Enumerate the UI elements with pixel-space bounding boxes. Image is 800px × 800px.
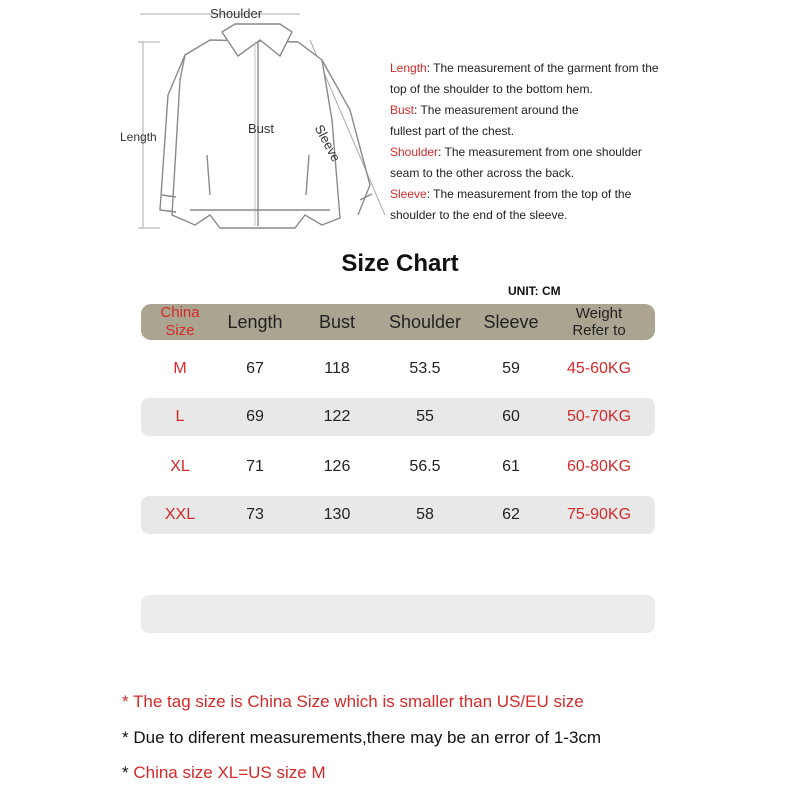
note-tag-size: * The tag size is China Size which is smaller than US/EU size — [122, 692, 584, 711]
length-label: Length — [120, 130, 157, 144]
table-row — [141, 448, 655, 486]
weight-cell: 45-60KG — [566, 360, 632, 377]
definition-shoulder: Shoulder: The measurement from one shoulder — [390, 145, 642, 159]
table-row — [141, 350, 655, 388]
length-cell: 69 — [246, 408, 264, 425]
header-weight: Weight Refer to — [572, 305, 626, 339]
shoulder-cell: 56.5 — [409, 458, 441, 475]
shoulder-cell: 55 — [416, 408, 434, 425]
shoulder-label: Shoulder — [210, 6, 263, 21]
bust-cell: 130 — [323, 506, 351, 523]
length-cell: 73 — [246, 506, 264, 523]
length-cell: 71 — [246, 458, 264, 475]
size-chart-title: Size Chart — [341, 250, 459, 277]
weight-cell: 50-70KG — [566, 408, 632, 425]
header-shoulder: Shoulder — [388, 311, 462, 332]
shoulder-cell: 58 — [416, 506, 434, 523]
weight-cell: 75-90KG — [566, 506, 632, 523]
definition-sleeve: Sleeve: The measurement from the top of the — [390, 187, 632, 201]
shoulder-cell: 53.5 — [409, 360, 441, 377]
sleeve-cell: 61 — [502, 458, 520, 475]
size-cell: XL — [170, 458, 190, 475]
bust-cell: 118 — [324, 360, 350, 377]
definition-length: Length: The measurement of the garment from the — [390, 61, 659, 75]
jacket-diagram — [110, 0, 410, 240]
size-cell: L — [175, 408, 185, 425]
header-china-size: China Size — [160, 304, 200, 339]
note-size-conversion: * China size XL=US size M — [122, 763, 326, 782]
size-cell: XXL — [164, 506, 196, 523]
definition-length-cont: top of the shoulder to the bottom hem. — [390, 82, 593, 96]
sleeve-cell: 59 — [502, 360, 520, 377]
length-cell: 67 — [246, 360, 264, 377]
definition-sleeve-cont: shoulder to the end of the sleeve. — [390, 208, 568, 222]
bust-label: Bust — [248, 121, 275, 136]
header-length: Length — [227, 311, 283, 332]
bust-cell: 126 — [323, 458, 351, 475]
definition-bust-cont: fullest part of the chest. — [390, 124, 515, 138]
bust-cell: 122 — [323, 408, 351, 425]
table-row — [141, 496, 655, 534]
sleeve-cell: 60 — [502, 408, 520, 425]
sleeve-cell: 62 — [502, 506, 520, 523]
note-measurement-error: * Due to diferent measurements,there may be an error of 1-3cm — [122, 728, 602, 747]
header-sleeve: Sleeve — [483, 311, 539, 332]
measurement-definitions — [390, 58, 790, 226]
definition-shoulder-cont: seam to the other across the back. — [390, 166, 575, 180]
size-table-header — [141, 304, 655, 340]
header-bust: Bust — [318, 311, 356, 332]
unit-label: UNIT: CM — [508, 284, 561, 298]
weight-cell: 60-80KG — [566, 458, 632, 475]
table-row — [141, 398, 655, 436]
sleeve-label: Sleeve — [311, 122, 344, 165]
empty-table-row — [141, 595, 655, 633]
size-cell: M — [173, 360, 187, 377]
definition-bust: Bust: The measurement around the — [390, 103, 579, 117]
